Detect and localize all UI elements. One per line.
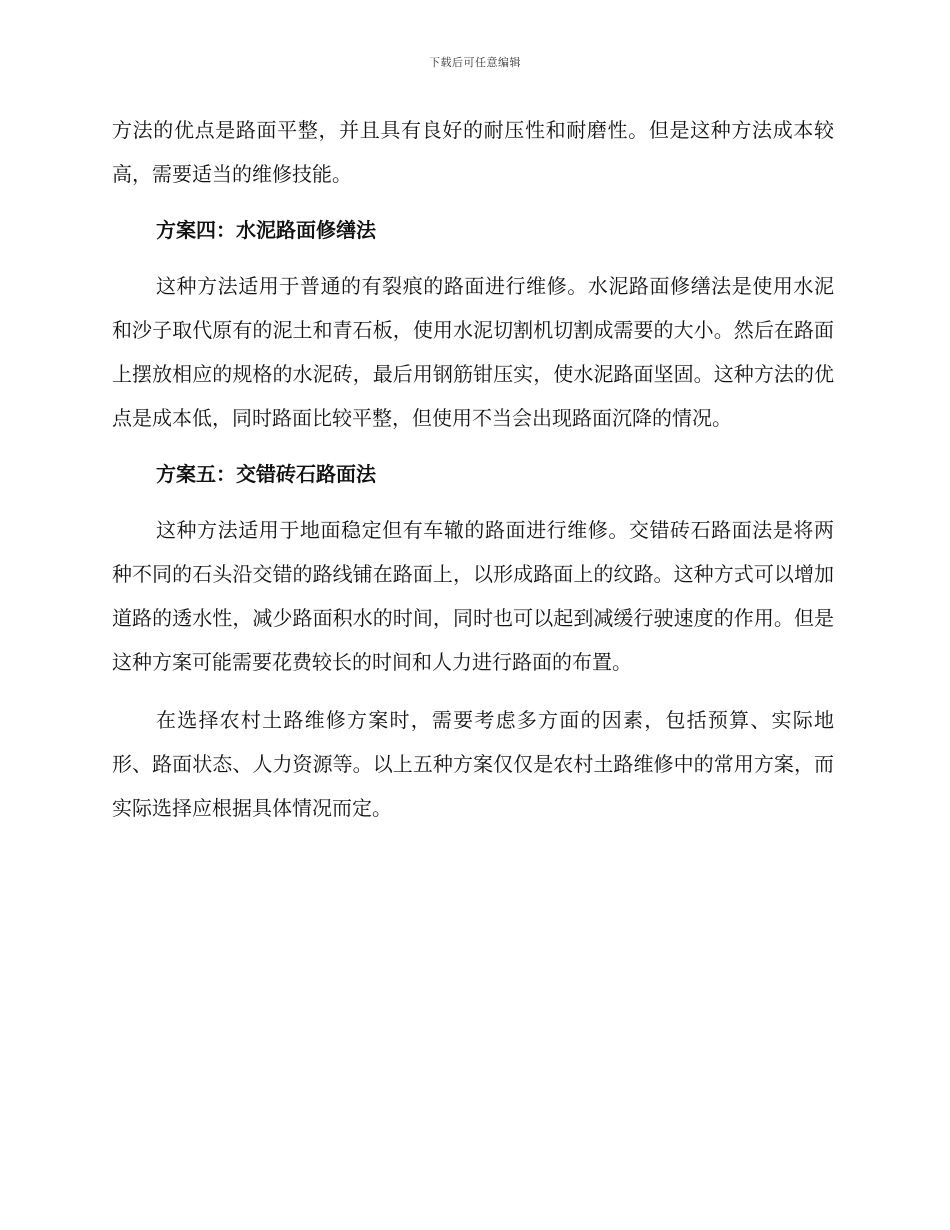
paragraph-plan-four: 这种方法适用于普通的有裂痕的路面进行维修。水泥路面修缮法是使用水泥和沙子取代原有的泥土和青石板，使用水泥切割机切割成需要的大小。然后在路面上摆放相应的规格的水泥砖，最后用钢筋钳压实，使水泥路面坚固。这种方法的优点是成本低，同时路面比较平整，但使用不当会出现路面沉降的情况。 [112, 274, 834, 430]
paragraph-conclusion: 在选择农村土路维修方案时，需要考虑多方面的因素，包括预算、实际地形、路面状态、人力资源等。以上五种方案仅仅是农村土路维修中的常用方案，而实际选择应根据具体情况而定。 [112, 708, 834, 820]
document-body [112, 108, 834, 830]
paragraph-plan-five: 这种方法适用于地面稳定但有车辙的路面进行维修。交错砖石路面法是将两种不同的石头沿交错的路线铺在路面上，以形成路面上的纹路。这种方式可以增加道路的透水性，减少路面积水的时间，同时也可以起到减缓行驶速度的作用。但是这种方案可能需要花费较长的时间和人力进行路面的布置。 [112, 518, 834, 674]
section-heading-plan-five: 方案五：交错砖石路面法 [156, 462, 376, 486]
section-heading-plan-four: 方案四：水泥路面修缮法 [156, 218, 376, 242]
header-note: 下载后可任意编辑 [429, 56, 521, 69]
paragraph-continuation: 方法的优点是路面平整，并且具有良好的耐压性和耐磨性。但是这种方法成本较高，需要适当的维修技能。 [112, 118, 834, 186]
